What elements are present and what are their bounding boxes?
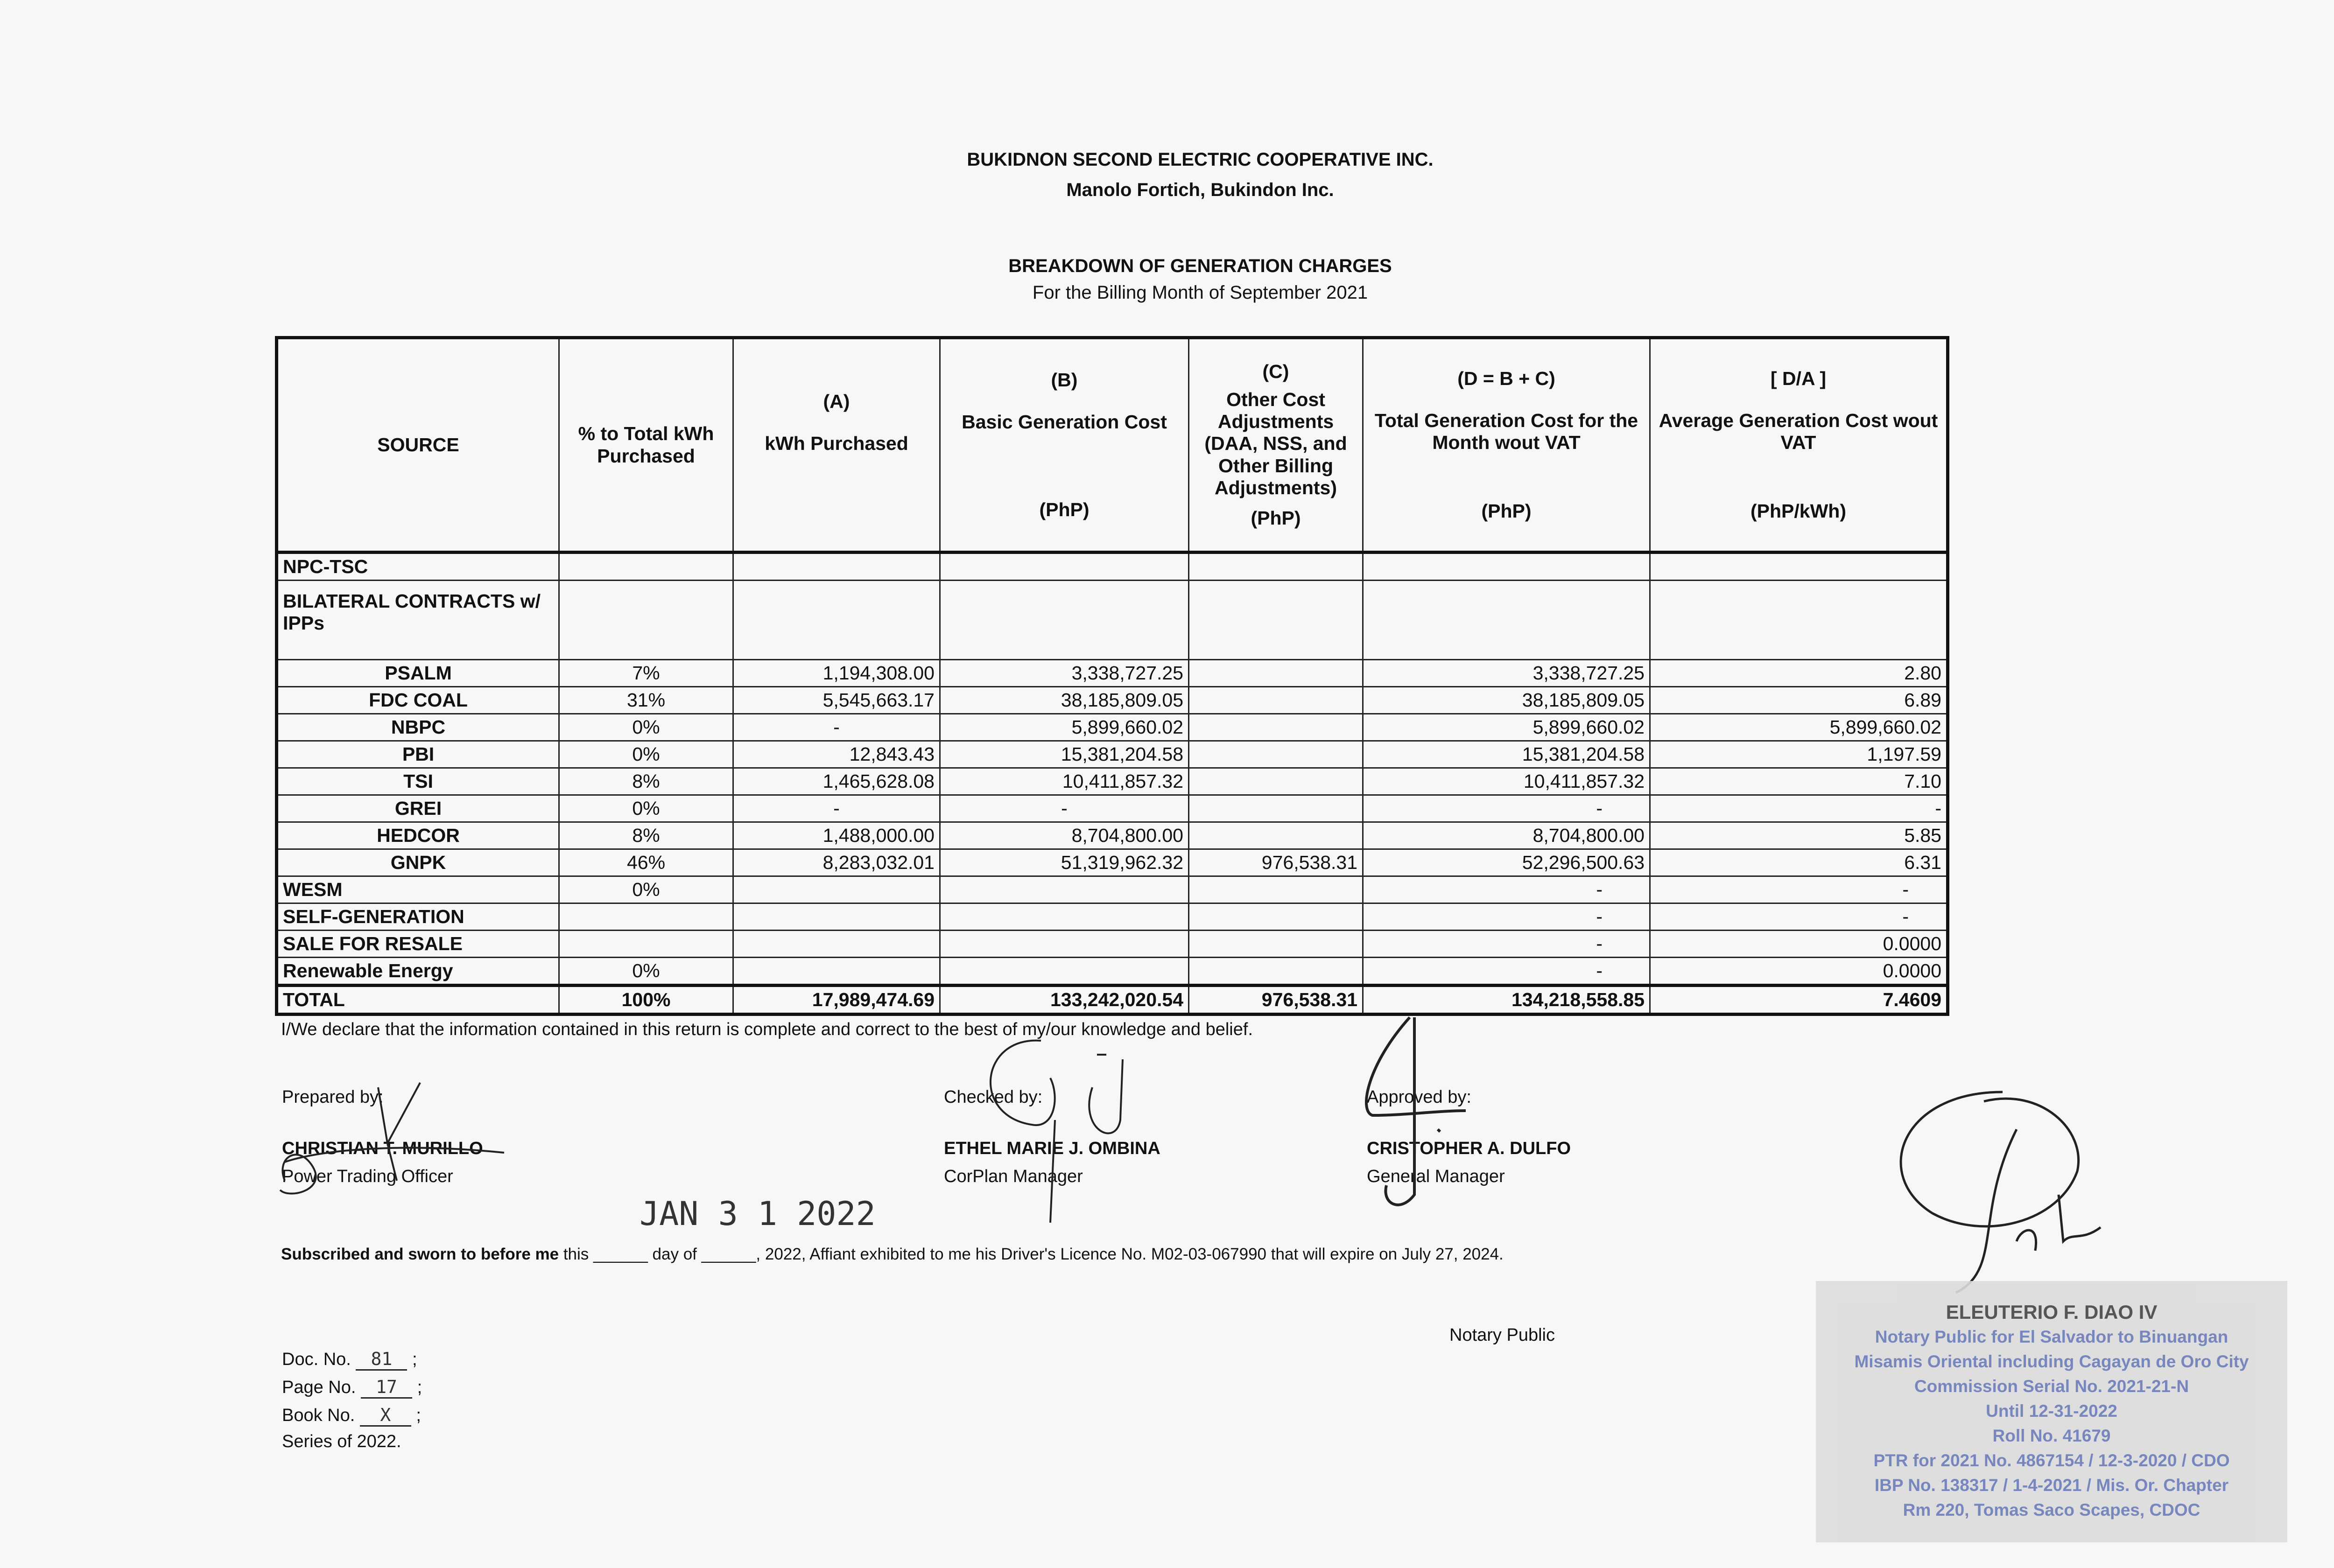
row-avg: - <box>1650 876 1948 903</box>
row-total: - <box>1363 931 1650 958</box>
row-other <box>1189 553 1363 581</box>
row-kwh: - <box>733 795 940 822</box>
table-row <box>277 822 1948 849</box>
table-row <box>277 768 1948 795</box>
row-source: PSALM <box>277 660 559 687</box>
sworn-bold: Subscribed and sworn to before me <box>281 1245 559 1263</box>
row-basic: 15,381,204.58 <box>940 741 1189 768</box>
header-other-letter: (C) <box>1262 361 1289 383</box>
row-pct: 0% <box>559 714 733 741</box>
row-total: - <box>1363 876 1650 903</box>
row-other <box>1189 741 1363 768</box>
row-avg: 1,197.59 <box>1650 741 1948 768</box>
row-other <box>1189 958 1363 986</box>
row-source: HEDCOR <box>277 822 559 849</box>
row-pct <box>559 581 733 660</box>
row-pct <box>559 553 733 581</box>
header-kwh <box>733 338 940 553</box>
table-row <box>277 931 1948 958</box>
book-no-value: X <box>360 1405 411 1427</box>
declaration-text: I/We declare that the information contained in this return is complete and correct to the best of my/our knowledge and belief. <box>281 1020 1253 1039</box>
row-basic: 51,319,962.32 <box>940 849 1189 876</box>
table-row <box>277 687 1948 714</box>
table-row <box>277 553 1948 581</box>
row-kwh: 12,843.43 <box>733 741 940 768</box>
checked-title: CorPlan Manager <box>944 1167 1083 1186</box>
row-other <box>1189 714 1363 741</box>
page-no-value: 17 <box>361 1377 412 1399</box>
row-source: WESM <box>277 876 559 903</box>
row-total: 8,704,800.00 <box>1363 822 1650 849</box>
sworn-statement <box>281 1245 1504 1264</box>
checked-signature <box>962 1027 1158 1232</box>
notary-stamp-line: Until 12-31-2022 <box>1986 1401 2117 1421</box>
row-avg: 6.31 <box>1650 849 1948 876</box>
row-other <box>1189 768 1363 795</box>
report-title: BREAKDOWN OF GENERATION CHARGES <box>1008 256 1392 276</box>
row-pct: 0% <box>559 876 733 903</box>
row-source: PBI <box>277 741 559 768</box>
row-kwh <box>733 581 940 660</box>
header-basic-unit: (PhP) <box>1039 498 1090 520</box>
table-row <box>277 876 1948 903</box>
row-basic <box>940 581 1189 660</box>
row-source: TSI <box>277 768 559 795</box>
row-source: SELF-GENERATION <box>277 903 559 931</box>
row-source: SALE FOR RESALE <box>277 931 559 958</box>
row-total: 5,899,660.02 <box>1363 714 1650 741</box>
row-avg <box>1650 581 1948 660</box>
row-kwh: 5,545,663.17 <box>733 687 940 714</box>
total-source: TOTAL <box>277 986 559 1015</box>
row-basic: 8,704,800.00 <box>940 822 1189 849</box>
prepared-name: CHRISTIAN T. MURILLO <box>282 1139 483 1158</box>
row-other <box>1189 931 1363 958</box>
book-no: Book No. X ; <box>282 1405 421 1427</box>
table-header-row <box>277 338 1948 553</box>
approved-name: CRISTOPHER A. DULFO <box>1367 1139 1571 1158</box>
row-source: Renewable Energy <box>277 958 559 986</box>
billing-month: For the Billing Month of September 2021 <box>1032 282 1368 303</box>
sworn-text: this ______ day of ______, 2022, Affiant exhibited to me his Driver's Licence No. M02-03-067990 that will expire on July 27, 2024. <box>559 1245 1504 1263</box>
row-avg: 5,899,660.02 <box>1650 714 1948 741</box>
prepared-label: Prepared by: <box>282 1087 384 1107</box>
header-avg-unit: (PhP/kWh) <box>1750 500 1846 522</box>
doc-no-label: Doc. No. <box>282 1350 351 1369</box>
row-basic: 38,185,809.05 <box>940 687 1189 714</box>
notary-stamp <box>1816 1281 2287 1542</box>
page-no: Page No. 17 ; <box>282 1377 422 1399</box>
header-source: SOURCE <box>277 338 559 553</box>
table-row <box>277 714 1948 741</box>
row-pct: 0% <box>559 795 733 822</box>
notary-stamp-line: Rm 220, Tomas Saco Scapes, CDOC <box>1903 1500 2200 1519</box>
row-avg: 5.85 <box>1650 822 1948 849</box>
row-kwh <box>733 553 940 581</box>
header-basic-letter: (B) <box>1051 369 1078 391</box>
header-avg <box>1650 338 1948 553</box>
checked-label: Checked by: <box>944 1087 1043 1107</box>
notary-stamp-line: Commission Serial No. 2021-21-N <box>1914 1377 2189 1396</box>
row-pct: 8% <box>559 768 733 795</box>
notary-stamp-line: Roll No. 41679 <box>1992 1426 2111 1445</box>
table-row <box>277 741 1948 768</box>
total-other: 976,538.31 <box>1189 986 1363 1015</box>
header-total-unit: (PhP) <box>1481 500 1532 522</box>
row-avg: 0.0000 <box>1650 958 1948 986</box>
row-basic: 10,411,857.32 <box>940 768 1189 795</box>
notary-stamp-line: PTR for 2021 No. 4867154 / 12-3-2020 / CDO <box>1873 1451 2230 1470</box>
row-source: FDC COAL <box>277 687 559 714</box>
row-total: - <box>1363 795 1650 822</box>
row-basic: 5,899,660.02 <box>940 714 1189 741</box>
notary-stamp-line: ELEUTERIO F. DIAO IV <box>1946 1301 2158 1323</box>
row-source: NBPC <box>277 714 559 741</box>
header-kwh-letter: (A) <box>823 391 850 413</box>
row-basic: 3,338,727.25 <box>940 660 1189 687</box>
table-row <box>277 849 1948 876</box>
row-pct: 0% <box>559 958 733 986</box>
approved-label: Approved by: <box>1367 1087 1471 1107</box>
row-pct: 7% <box>559 660 733 687</box>
row-other <box>1189 795 1363 822</box>
row-kwh: 1,488,000.00 <box>733 822 940 849</box>
header-other-label: Other Cost Adjustments (DAA, NSS, and Other Billing Adjustments) <box>1204 389 1347 498</box>
book-no-label: Book No. <box>282 1406 355 1425</box>
header-total <box>1363 338 1650 553</box>
table-row <box>277 958 1948 986</box>
row-avg: 7.10 <box>1650 768 1948 795</box>
approved-signature <box>1354 1008 1475 1223</box>
row-basic: - <box>940 795 1189 822</box>
row-avg <box>1650 553 1948 581</box>
stamped-date: JAN 3 1 2022 <box>640 1195 876 1233</box>
row-basic <box>940 931 1189 958</box>
row-total: 52,296,500.63 <box>1363 849 1650 876</box>
doc-no-value: 81 <box>356 1349 407 1371</box>
table-row <box>277 795 1948 822</box>
row-other <box>1189 876 1363 903</box>
total-kwh: 17,989,474.69 <box>733 986 940 1015</box>
company-address: Manolo Fortich, Bukindon Inc. <box>1066 180 1334 200</box>
header-avg-label: Average Generation Cost wout VAT <box>1659 409 1938 453</box>
row-source: GREI <box>277 795 559 822</box>
doc-no: Doc. No. 81 ; <box>282 1349 417 1371</box>
total-basic: 133,242,020.54 <box>940 986 1189 1015</box>
row-kwh <box>733 931 940 958</box>
row-other: 976,538.31 <box>1189 849 1363 876</box>
row-avg: 2.80 <box>1650 660 1948 687</box>
row-basic <box>940 958 1189 986</box>
total-total: 134,218,558.85 <box>1363 986 1650 1015</box>
header-basic-label: Basic Generation Cost <box>962 411 1167 433</box>
notary-public-label: Notary Public <box>1449 1325 1555 1345</box>
row-other <box>1189 687 1363 714</box>
table-total-row <box>277 986 1948 1015</box>
series: Series of 2022. <box>282 1432 401 1451</box>
header-other-unit: (PhP) <box>1251 507 1301 529</box>
checked-name: ETHEL MARIE J. OMBINA <box>944 1139 1160 1158</box>
row-total: - <box>1363 903 1650 931</box>
row-source: GNPK <box>277 849 559 876</box>
row-other <box>1189 903 1363 931</box>
row-total: - <box>1363 958 1650 986</box>
row-basic <box>940 876 1189 903</box>
row-avg: - <box>1650 903 1948 931</box>
row-total: 15,381,204.58 <box>1363 741 1650 768</box>
row-avg: - <box>1650 795 1948 822</box>
row-other <box>1189 822 1363 849</box>
header-total-letter: (D = B + C) <box>1457 367 1555 389</box>
header-kwh-label: kWh Purchased <box>765 433 908 455</box>
row-other <box>1189 660 1363 687</box>
row-kwh: - <box>733 714 940 741</box>
page-no-label: Page No. <box>282 1378 356 1397</box>
row-total: 3,338,727.25 <box>1363 660 1650 687</box>
header-basic <box>940 338 1189 553</box>
row-pct <box>559 903 733 931</box>
header-total-label: Total Generation Cost for the Month wout VAT <box>1374 409 1638 453</box>
row-avg: 6.89 <box>1650 687 1948 714</box>
row-kwh: 1,465,628.08 <box>733 768 940 795</box>
table-row <box>277 903 1948 931</box>
row-total: 38,185,809.05 <box>1363 687 1650 714</box>
row-kwh <box>733 903 940 931</box>
notary-stamp-line: Notary Public for El Salvador to Binuangan <box>1875 1327 2229 1346</box>
row-basic <box>940 553 1189 581</box>
row-pct <box>559 931 733 958</box>
row-pct: 46% <box>559 849 733 876</box>
company-name: BUKIDNON SECOND ELECTRIC COOPERATIVE INC. <box>967 149 1434 170</box>
row-total: 10,411,857.32 <box>1363 768 1650 795</box>
row-basic <box>940 903 1189 931</box>
prepared-signature <box>271 1073 513 1204</box>
row-kwh <box>733 876 940 903</box>
row-kwh: 1,194,308.00 <box>733 660 940 687</box>
row-other <box>1189 581 1363 660</box>
total-pct: 100% <box>559 986 733 1015</box>
row-total <box>1363 553 1650 581</box>
row-avg: 0.0000 <box>1650 931 1948 958</box>
header-avg-letter: [ D/A ] <box>1770 367 1827 389</box>
notary-stamp-line: IBP No. 138317 / 1-4-2021 / Mis. Or. Chapter <box>1874 1476 2229 1495</box>
row-pct: 31% <box>559 687 733 714</box>
approved-title: General Manager <box>1367 1167 1505 1186</box>
header-pct: % to Total kWh Purchased <box>559 338 733 553</box>
header-other <box>1189 338 1363 553</box>
row-source: BILATERAL CONTRACTS w/ IPPs <box>277 581 559 660</box>
notary-stamp-line: Misamis Oriental including Cagayan de Oro City <box>1854 1352 2249 1371</box>
row-pct: 8% <box>559 822 733 849</box>
prepared-title: Power Trading Officer <box>282 1167 453 1186</box>
row-kwh: 8,283,032.01 <box>733 849 940 876</box>
notary-signature <box>1863 1073 2152 1307</box>
total-avg: 7.4609 <box>1650 986 1948 1015</box>
table-row <box>277 581 1948 660</box>
table-row <box>277 660 1948 687</box>
row-source: NPC-TSC <box>277 553 559 581</box>
row-pct: 0% <box>559 741 733 768</box>
generation-charges-table <box>275 336 1949 1016</box>
row-kwh <box>733 958 940 986</box>
row-total <box>1363 581 1650 660</box>
